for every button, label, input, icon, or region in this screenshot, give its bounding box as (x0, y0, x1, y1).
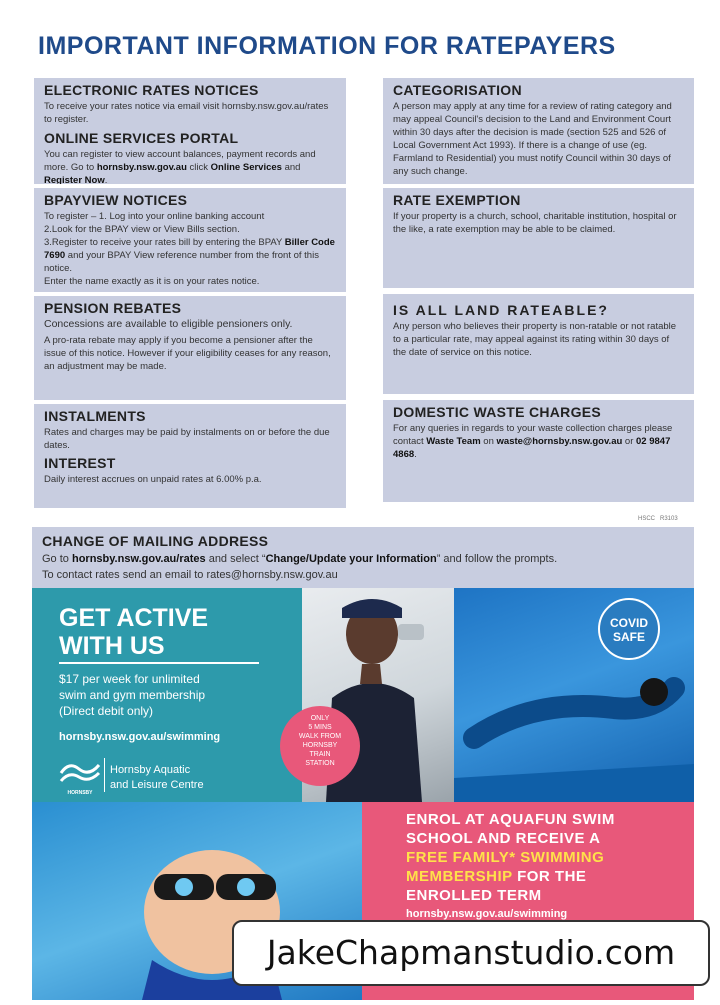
electronic-text: To receive your rates notice via email visit hornsby.nsw.gov.au/rates to register. (44, 101, 329, 125)
pension-heading: PENSION REBATES (44, 300, 182, 316)
waste-heading: DOMESTIC WASTE CHARGES (393, 404, 602, 420)
mailing-line-1: Go to hornsby.nsw.gov.au/rates and select “Change/Update your Information” and follow the prompts. (42, 553, 558, 565)
categorisation-heading: CATEGORISATION (393, 82, 522, 98)
badge-line-3: WALK FROM (298, 733, 342, 740)
rateable-text: Any person who believes their property is non-ratable or not ratable to a particular rate, may appeal against its rating within 30 days of the date of service on this notice. (393, 321, 677, 358)
brand-line-1: Hornsby Aquatic (110, 764, 191, 776)
badge-line-2: 5 MINS (308, 724, 332, 731)
badge-line-5: TRAIN (309, 751, 331, 758)
ad-offer-3: (Direct debit only) (59, 704, 154, 718)
enrol-line-5: ENROLLED TERM (406, 887, 542, 904)
hornsby-logo (59, 757, 101, 796)
categorisation-text: A person may apply at any time for a review of rating category and may appeal Council's decision to the Land and Environment Court within 30 days after the decision is made (section 525 and 526 of Local Government Act 1993). If there is a change of use (eg. Farmland to Residential) you must notify Council within 30 days of any such change. (393, 101, 672, 177)
enrol-line-1: ENROL AT AQUAFUN SWIM (406, 811, 615, 828)
pension-text-1: Concessions are available to eligible pensioners only. (44, 318, 293, 330)
ad-offer-1: $17 per week for unlimited (59, 672, 200, 686)
mailing-line-2: To contact rates send an email to rates@hornsby.nsw.gov.au (42, 569, 338, 581)
box-bpayview (34, 188, 346, 292)
covid-safe-badge (598, 598, 660, 660)
box-electronic-rates (34, 78, 346, 184)
electronic-heading: ELECTRONIC RATES NOTICES (44, 82, 259, 98)
box-land-rateable (383, 294, 694, 394)
rateable-heading: IS ALL LAND RATEABLE? (393, 302, 609, 318)
bpay-heading: BPAYVIEW NOTICES (44, 192, 188, 208)
ad-offer-2: swim and gym membership (59, 688, 206, 702)
page-title: IMPORTANT INFORMATION FOR RATEPAYERS (38, 32, 616, 60)
interest-heading: INTEREST (44, 455, 116, 471)
ad-headline-rule (59, 662, 259, 664)
instalments-heading: INSTALMENTS (44, 408, 146, 424)
enrol-line-4: MEMBERSHIP FOR THE (406, 868, 587, 885)
box-instalments (34, 404, 346, 508)
instalments-text: Rates and charges may be paid by instalments on or before the due dates. (44, 427, 330, 451)
interest-text: Daily interest accrues on unpaid rates at 6.00% p.a. (44, 474, 262, 485)
brand-line-2: and Leisure Centre (110, 779, 204, 791)
box-pension-rebates (34, 296, 346, 400)
pension-text-2: A pro-rata rebate may apply if you become a pensioner after the issue of this notice. However if your eligibility ceases for any reason, an adjustment may be made. (44, 335, 331, 372)
box-domestic-waste (383, 400, 694, 502)
covid-line-2: SAFE (612, 630, 645, 644)
exemption-text: If your property is a church, school, charitable institution, hospital or the like, a rate exemption may be able to be claimed. (393, 211, 677, 235)
watermark: JakeChapmanstudio.com (232, 920, 710, 986)
bpay-text: To register – 1. Log into your online banking account 2.Look for the BPAY view or View Bills section. 3.Register to receive your rates bill by entering the BPAY Biller Code 7690 and your BPAY View reference number from the front of this notice. Enter the name exactly as it is on your rates notice. (44, 211, 335, 287)
waste-text: For any queries in regards to your waste collection charges please contact Waste Team on waste@hornsby.nsw.gov.au or 02 9847 4868. (393, 423, 673, 460)
wave-logo-icon (59, 757, 101, 785)
exemption-heading: RATE EXEMPTION (393, 192, 521, 208)
mailing-heading: CHANGE OF MAILING ADDRESS (42, 533, 269, 549)
online-text: You can register to view account balances, payment records and more. Go to hornsby.nsw.gov.au click Online Services and Register Now. (44, 149, 316, 184)
box-rate-exemption (383, 188, 694, 288)
enrol-line-2: SCHOOL AND RECEIVE A (406, 830, 601, 847)
logo-text: HORNSBY (67, 790, 93, 796)
badge-line-4: HORNSBY (302, 742, 338, 749)
ad-headline-2: WITH US (59, 632, 165, 660)
badge-line-1: ONLY (310, 715, 330, 722)
walk-distance-badge (280, 706, 360, 786)
aquafun-url[interactable]: hornsby.nsw.gov.au/swimming (406, 908, 568, 920)
box-categorisation (383, 78, 694, 184)
enrol-line-3: FREE FAMILY* SWIMMING (406, 849, 605, 866)
online-heading: ONLINE SERVICES PORTAL (44, 130, 239, 146)
badge-line-6: STATION (305, 760, 335, 767)
aquafun-offer (406, 810, 615, 905)
reference-code: HSCC R3103 (638, 516, 678, 522)
logo-divider (104, 758, 105, 792)
covid-line-1: COVID (609, 616, 648, 630)
ad-headline-1: GET ACTIVE (59, 604, 209, 632)
ad-url[interactable]: hornsby.nsw.gov.au/swimming (59, 731, 221, 743)
box-change-mailing-address (32, 527, 694, 588)
